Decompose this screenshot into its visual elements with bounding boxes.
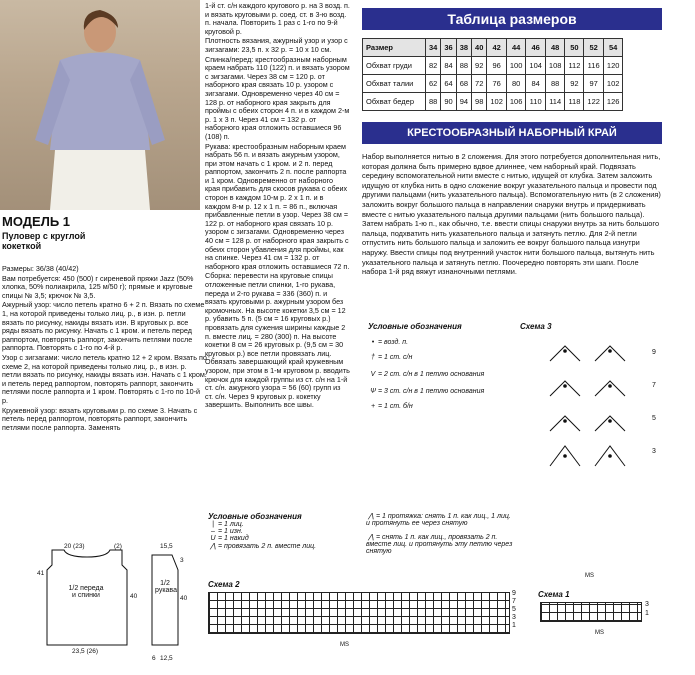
legend-item: V = 2 ст. с/н в 1 петлю основания <box>368 371 518 378</box>
size-col: 46 <box>526 39 546 57</box>
cell: 88 <box>426 93 441 111</box>
model-header <box>2 214 207 251</box>
density-text: Плотность вязания, ажурный узор и узор с зигзагами: 23,5 п. x 32 р. = 10 x 10 см. <box>205 36 348 54</box>
front-bottom: 23,5 (26) <box>72 648 99 655</box>
size-col: 34 <box>426 39 441 57</box>
scheme3-row-numbers: 9 7 5 3 <box>652 349 656 455</box>
scheme3-title: Схема 3 <box>520 322 552 331</box>
lace-text: Кружевной узор: вязать круговыми р. по схеме 3. Начать с петель перед раппортом, повторять раппорт, закончить петлями после раппорта. Заменять <box>2 405 198 432</box>
sleeve-side: 40 <box>180 595 188 602</box>
sizes-text: Размеры: 36/38 (40/42) <box>2 264 79 273</box>
cell: 98 <box>472 93 487 111</box>
row-label: Обхват талии <box>363 75 426 93</box>
size-header-label: Размер <box>363 39 426 57</box>
sk2p-icon: ⋀ <box>368 534 374 541</box>
dc-icon: † <box>371 354 375 361</box>
size-col: 40 <box>472 39 487 57</box>
table-row <box>363 57 623 75</box>
model-subtitle: Пуловер с круглой кокеткой <box>2 231 86 251</box>
cell: 72 <box>472 75 487 93</box>
scheme3-ms: MS <box>585 573 594 579</box>
cell: 94 <box>456 93 471 111</box>
legend-item: U = 1 накид <box>208 535 358 542</box>
sleeve-label: 1/2 рукава <box>155 580 177 594</box>
cell: 106 <box>506 93 526 111</box>
cell: 62 <box>426 75 441 93</box>
back-text: Спинка/перед: крестообразным наборным краем набрать 110 (122) п. и вязать узором с зигзагами. Через 38 см = 120 р. от наборного края связать 10 р. узором с зигзагами. Одновременно через 40 см = 128 р. от наборного края закрыть для проймы с обеих сторон 4 п. и в каждом 2-м р. 1 x 3 п. Через 41 см = 132 р. от наборного края отложить оставшиеся 96 (108) п. <box>205 54 350 141</box>
size-table <box>362 38 623 111</box>
yarn-over-icon: U <box>210 535 216 542</box>
legend-item: – = 1 изн. <box>208 528 358 535</box>
cell: 118 <box>565 93 584 111</box>
middle-instructions <box>205 2 350 411</box>
sc-icon: + <box>370 403 376 410</box>
cell: 88 <box>545 75 565 93</box>
two-dc-icon: V <box>370 371 376 378</box>
row-label: Обхват бедер <box>363 93 426 111</box>
legend-item: ⋀ = снять 1 п. как лиц., провязать 2 п. вместе лиц. и протянуть эту петлю через снятую <box>366 534 513 555</box>
knit-legend <box>208 512 358 550</box>
chain-icon: • <box>371 339 375 346</box>
cell: 92 <box>472 57 487 75</box>
scheme1-chart <box>540 602 642 622</box>
model-title: МОДЕЛЬ 1 <box>2 214 71 229</box>
cell: 102 <box>487 93 507 111</box>
legend-item: ⋀ = провязать 2 п. вместе лиц. <box>208 542 358 550</box>
knit-legend-title: Условные обозначения <box>208 512 302 521</box>
row-label: Обхват груди <box>363 57 426 75</box>
legend-item: • = возд. п. <box>368 339 518 346</box>
cell: 82 <box>426 57 441 75</box>
cell: 120 <box>603 57 623 75</box>
sleeve-small: 3 <box>180 557 184 564</box>
garment-schematic <box>2 535 202 670</box>
size-col: 52 <box>584 39 604 57</box>
scheme1-row-numbers: 3 1 <box>645 601 649 617</box>
k2tog-icon: ⋀ <box>210 543 216 550</box>
scheme2-title: Схема 2 <box>208 580 240 589</box>
cell: 116 <box>584 57 604 75</box>
purl-icon: – <box>211 528 215 535</box>
cell: 108 <box>545 57 565 75</box>
cast-on-text: Набор выполняется нитью в 2 сложения. Для этого потребуется дополнительная нить, которая должна быть примерно вдвое длиннее, чем наборный край. Подвязать середину вспомогательной нити вместе с нитью, идущей от клубка. Затем заложить идущую от клубка нить в одно сложение вокруг указательного пальца и провести под другими пальцами (нить указательного пальца). Вспомогательную нить (в 2 сложения) заложить вокруг большого пальца в направлении снаружи внутрь и придерживать вместе с нитью указательного пальца другими пальцами (нить большого пальца). Затем набрать 1-ю п., как обычно, т.е. ввести спицы снаружи внутрь за нить большого пальца, подхватить нить указательного пальца и затянуть петлю. Для 2-й петли отпустить нить большого пальца и заложить ее вокруг большого пальца изнутри наружу. Ввести спицы под внутренний участок нити большого пальца, вытянуть нить указательного пальца и затянуть петлю. Поочередно повторять эти шаги. После набора 1-й ряд вяжут изнаночными петлями. <box>362 152 661 277</box>
zigzag-text: Узор с зигзагами: число петель кратно 12 + 2 кром. Вязать по схеме 2, на которой приведены только лиц. р., в изн. р. петли вязать по рисунку, накиды вязать изн. Начать с 1 кром. и петель перед раппортом, повторять раппорт, закончить петлями после раппорта и 1 кром. Повторять с 1-го по 10-й р. <box>2 352 207 405</box>
size-col: 54 <box>603 39 623 57</box>
legend-item: | = 1 лиц. <box>208 521 358 528</box>
cast-on-banner: КРЕСТООБРАЗНЫЙ НАБОРНЫЙ КРАЙ <box>362 122 662 144</box>
crochet-legend-title: Условные обозначения <box>368 322 462 331</box>
size-col: 50 <box>565 39 584 57</box>
front-label: 1/2 переда и спинки <box>68 585 104 599</box>
front-top-measure2: (2) <box>114 543 122 550</box>
sleeves-text: Рукава: крестообразным наборным краем набрать 56 п. и вязать ажурным узором, при этом начать с 1 кром. и 2 п. перед раппортом, закончить 2 п. после раппорта и 1 кром. Одновременно от наборного края прибавить для скосов рукава с обеих сторон в каждом 10-м р. 2 x 1 п. и в каждом 8-м р. 12 x 1 п. = 86 п., включая прибавленные петли в узор. Через 38 см = 122 р. от наборного края связать 10 р. узором с зигзагами. Одновременно через 40 см = 128 р. от наборного края закрыть с обеих сторон убавления для проймы, как на спинке. Через 41 см = 132 р. от наборного края отложить оставшиеся 72 п. <box>205 141 350 271</box>
cell: 80 <box>506 75 526 93</box>
cell: 96 <box>487 57 507 75</box>
openwork-text: Ажурный узор: число петель кратно 6 + 2 п. Вязать по схеме 1, на которой приведены только лиц. р., в изн. р. петли вязать по рисунку, накиды вязать изн. В круговых р. все ряды вязать по рисунку. Начать с 1 кром. и петель перед раппортом, повторять раппорт, закончить петлями после раппорта. Повторять с 1-го по 4-й р. <box>2 300 205 353</box>
cell: 88 <box>456 57 471 75</box>
cell: 68 <box>456 75 471 93</box>
scheme2-ms: MS <box>340 642 349 648</box>
cell: 64 <box>441 75 456 93</box>
assembly-text: Сборка: перевести на круговые спицы отложенные петли спинки, 1-го рукава, переда и 2-го рукава = 336 (360) п. и вязать круговыми р. ажурным узором без кромочных. На высоте кокетки 3,5 см = 12 р. убавить 5 п. (5 см = 16 круговых р.) провязать для сужения ширины каждые 2 п. вместе лиц. = 280 (300) п. На высоте кокетки 8 см = 26 круговых р. (9,5 см = 30 круговых р.) все петли провязать лиц. Обвязать завершающий край кружевным узором, при этом в 1-м круговом р. вводить крючок для каждой группы из ст. с/н на 1-й ст. с/н. ажурного узора = 56 (60) групп из ст. с/н. Через 9 круговых р. кокетку завершить. Выполнить все швы. <box>205 271 350 410</box>
cell: 122 <box>584 93 604 111</box>
intro-text: 1-й ст. с/н каждого кругового р. на 3 возд. п. и вязать круговыми р. соед. ст. в 3-ю возд. п. начала. Повторить 1 раз с 1-го по 9-й круговой р. <box>205 1 350 36</box>
legend-item: † = 1 ст. с/н <box>368 354 518 361</box>
size-col: 48 <box>545 39 565 57</box>
scheme1-title: Схема 1 <box>538 590 570 599</box>
size-col: 36 <box>441 39 456 57</box>
model-instructions <box>2 265 207 433</box>
size-col: 38 <box>456 39 471 57</box>
cell: 112 <box>565 57 584 75</box>
front-top-measure: 20 (23) <box>64 543 85 550</box>
cell: 76 <box>487 75 507 93</box>
size-table-banner: Таблица размеров <box>362 8 662 30</box>
legend-item: + = 1 ст. б/н <box>368 403 518 410</box>
knit-icon: | <box>212 521 214 528</box>
crochet-legend <box>368 322 518 410</box>
size-col: 44 <box>506 39 526 57</box>
sleeve-bottom: 12,5 <box>160 655 173 662</box>
cell: 90 <box>441 93 456 111</box>
table-row <box>363 93 623 111</box>
scheme1-ms: MS <box>595 630 604 636</box>
legend-item: ⋀ = 1 протяжка: снять 1 п. как лиц., 1 лиц. и протянуть ее через снятую <box>366 513 511 527</box>
cell: 84 <box>526 75 546 93</box>
three-dc-icon: Ψ <box>370 388 376 395</box>
scheme3-chart <box>540 336 656 476</box>
cell: 102 <box>603 75 623 93</box>
front-mid-height: 40 <box>130 593 138 600</box>
knit-legend-extra <box>366 512 516 555</box>
cell: 110 <box>526 93 546 111</box>
cell: 126 <box>603 93 623 111</box>
model-photo-illustration <box>0 0 200 210</box>
cell: 100 <box>506 57 526 75</box>
cell: 104 <box>526 57 546 75</box>
sleeve-small2: 6 <box>152 655 156 662</box>
front-height: 41 <box>37 570 45 577</box>
cell: 114 <box>545 93 565 111</box>
cell: 84 <box>441 57 456 75</box>
legend-item: Ψ = 3 ст. с/н в 1 петлю основания <box>368 388 518 395</box>
table-row <box>363 75 623 93</box>
model-photo <box>0 0 200 210</box>
scheme2-row-numbers: 9 7 5 3 1 <box>512 590 516 629</box>
cell: 92 <box>565 75 584 93</box>
cell: 97 <box>584 75 604 93</box>
materials-text: Вам потребуется: 450 (500) г сиреневой пряжи Jazz (50% хлопка, 50% полиакрила, 125 м/50 г); прямые и круговые спицы № 3,5; крючок № 3,5. <box>2 273 194 300</box>
sleeve-top: 15,5 <box>160 543 173 550</box>
scheme2-chart <box>208 592 510 634</box>
ssk-icon: ⋀ <box>368 513 374 520</box>
size-col: 42 <box>487 39 507 57</box>
